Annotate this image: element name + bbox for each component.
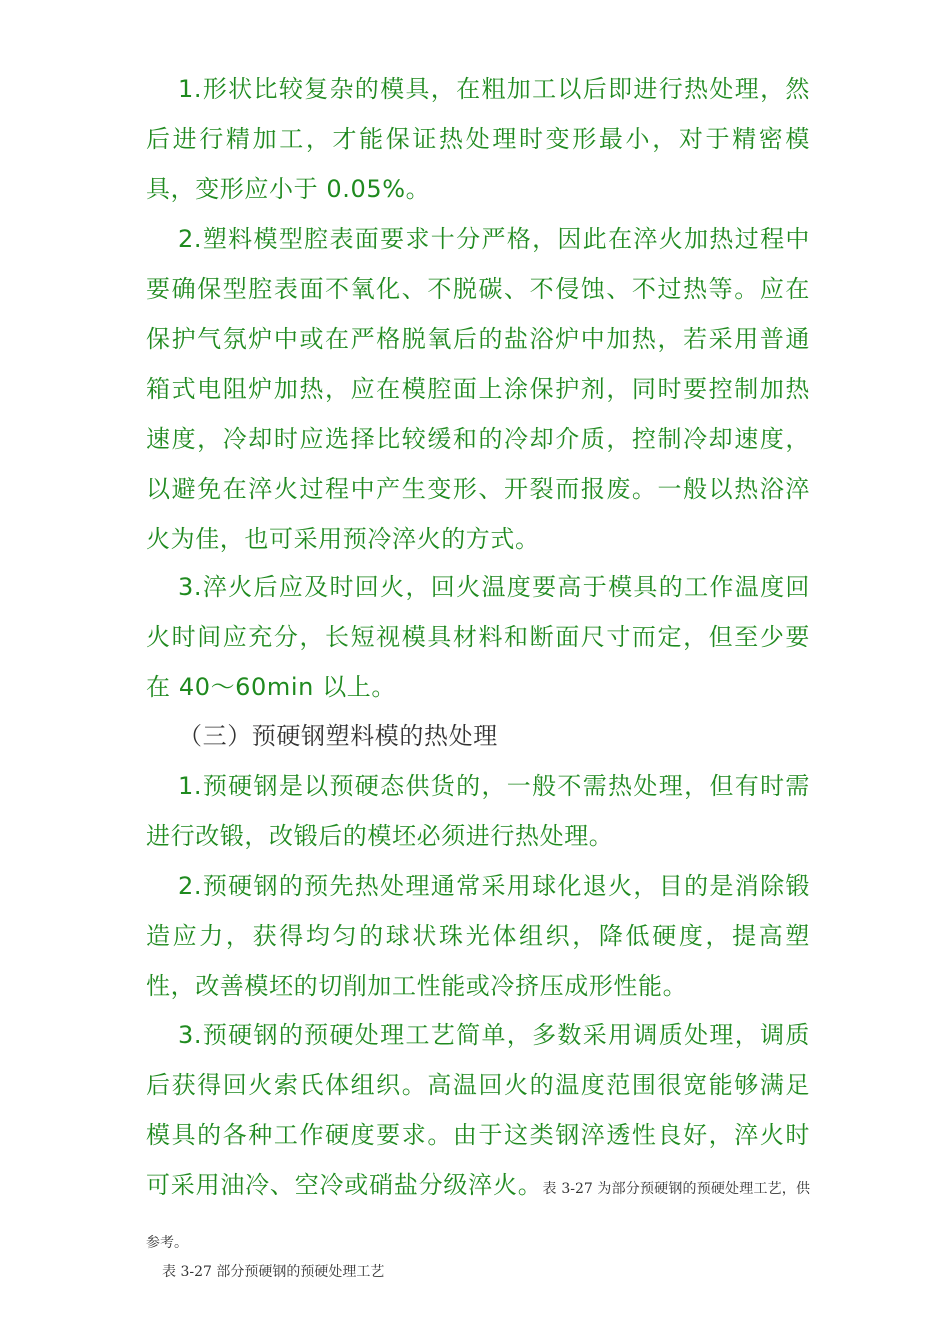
paragraph-2 bbox=[146, 214, 810, 564]
paragraph-1-text: 1.形状比较复杂的模具，在粗加工以后即进行热处理，然后进行精加工，才能保证热处理时变形最小，对于精密模具，变形应小于 0.05%。 bbox=[146, 75, 810, 203]
paragraph-1 bbox=[146, 64, 810, 214]
paragraph-6-text: 3.预硬钢的预硬处理工艺简单，多数采用调质处理，调质后获得回火索氏体组织。高温回火的温度范围很宽能够满足模具的各种工作硬度要求。由于这类钢淬透性良好，淬火时可采用油冷、空冷或硝盐分级淬火。 bbox=[146, 1021, 810, 1199]
paragraph-3 bbox=[146, 562, 810, 712]
table-reference-note: 表 3-27 为部分预硬钢的预硬处理工艺，供参考。 bbox=[146, 1181, 810, 1251]
table-caption: 表 3-27 部分预硬钢的预硬处理工艺 bbox=[162, 1264, 385, 1280]
section-heading-text: （三）预硬钢塑料模的热处理 bbox=[178, 722, 498, 750]
paragraph-6 bbox=[146, 1010, 810, 1268]
paragraph-5 bbox=[146, 861, 810, 1011]
paragraph-3-text: 3.淬火后应及时回火，回火温度要高于模具的工作温度回火时间应充分，长短视模具材料和断面尺寸而定，但至少要在 40～60min 以上。 bbox=[146, 573, 810, 701]
paragraph-4-text: 1.预硬钢是以预硬态供货的，一般不需热处理，但有时需进行改锻，改锻后的模坯必须进行热处理。 bbox=[146, 772, 810, 850]
paragraph-4 bbox=[146, 761, 810, 861]
paragraph-2-text: 2.塑料模型腔表面要求十分严格，因此在淬火加热过程中要确保型腔表面不氧化、不脱碳、不侵蚀、不过热等。应在保护气氛炉中或在严格脱氧后的盐浴炉中加热，若采用普通箱式电阻炉加热，应在模腔面上涂保护剂，同时要控制加热速度，冷却时应选择比较缓和的冷却介质，控制冷却速度，以避免在淬火过程中产生变形、开裂而报废。一般以热浴淬火为佳，也可采用预冷淬火的方式。 bbox=[146, 225, 810, 553]
paragraph-5-text: 2.预硬钢的预先热处理通常采用球化退火，目的是消除锻造应力，获得均匀的球状珠光体组织，降低硬度，提高塑性，改善模坯的切削加工性能或冷挤压成形性能。 bbox=[146, 872, 810, 1000]
section-heading bbox=[146, 711, 810, 761]
